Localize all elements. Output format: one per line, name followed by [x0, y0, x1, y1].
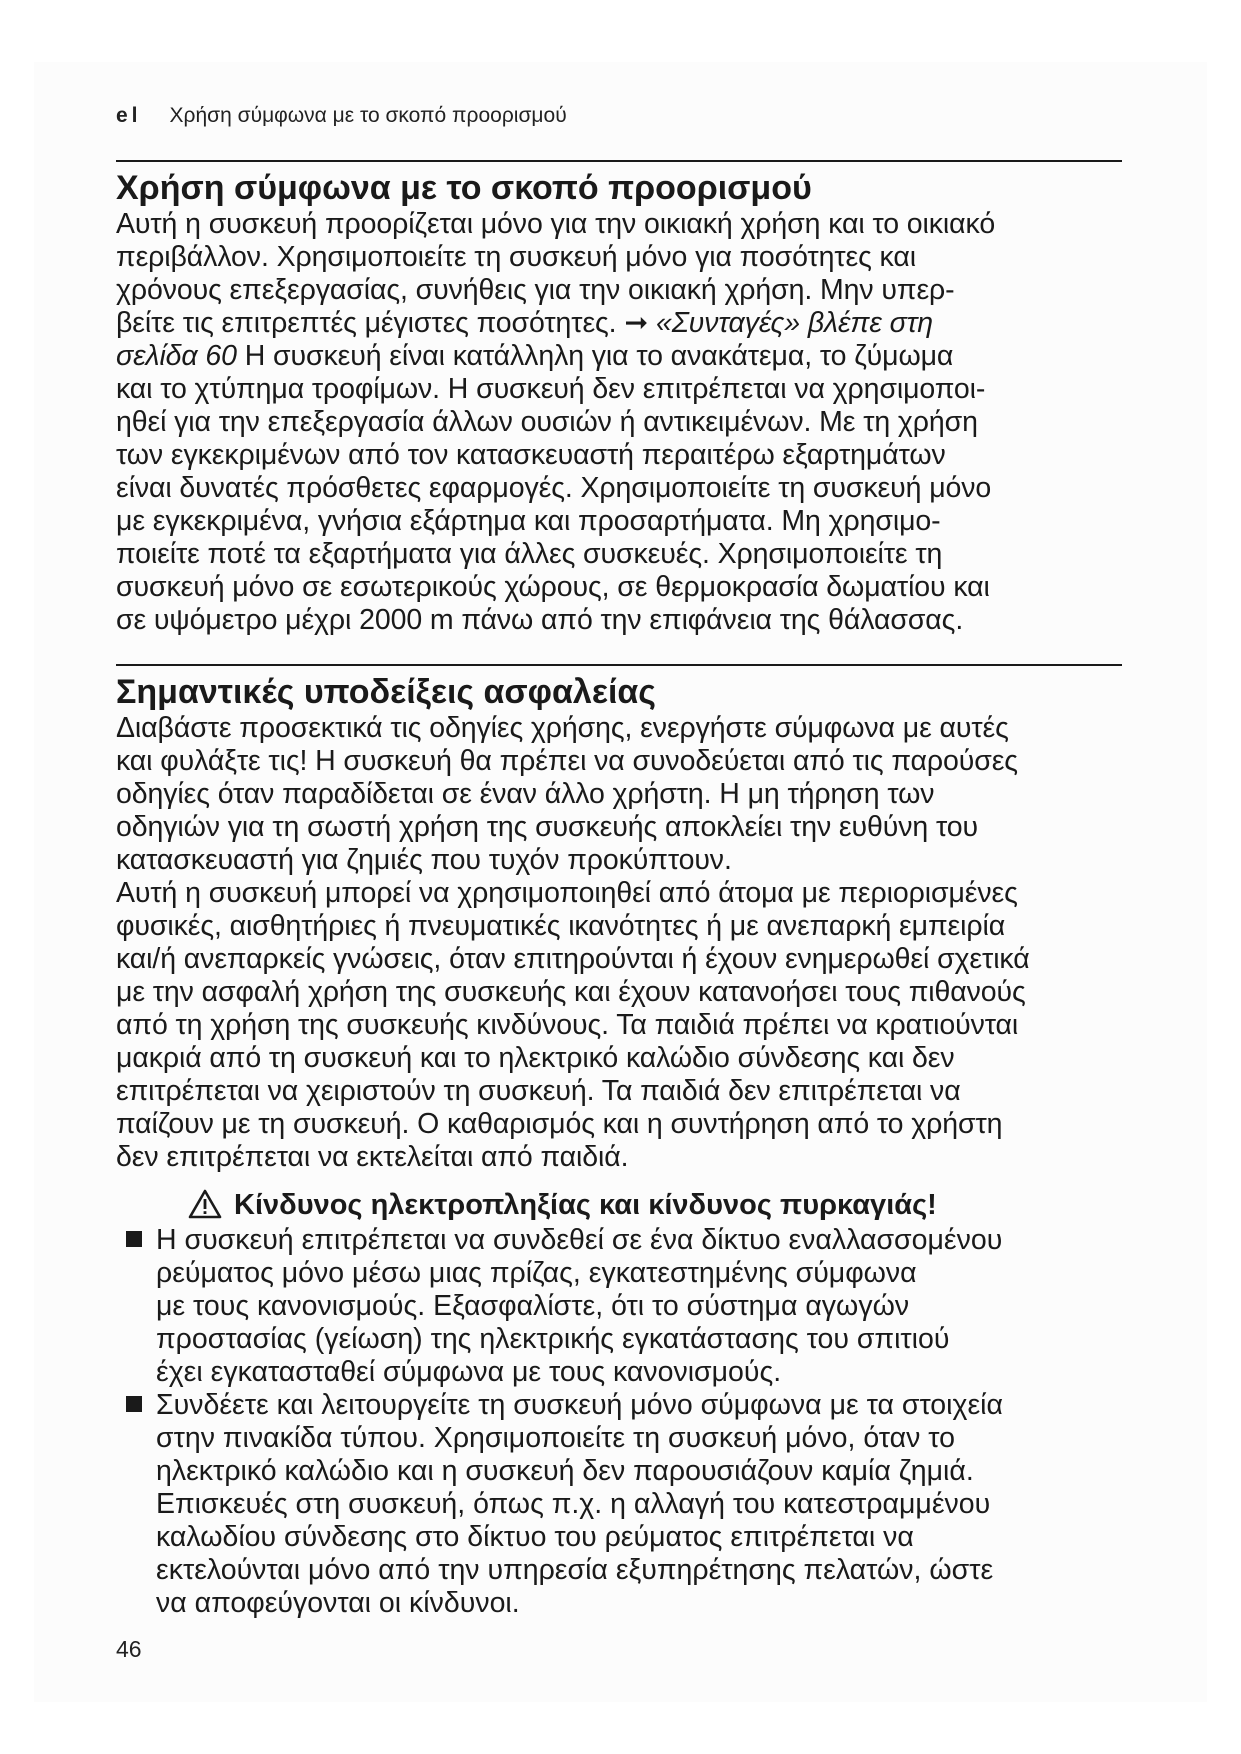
bullet-line: καλωδίου σύνδεσης στο δίκτυο του ρεύματος επιτρέπεται να	[156, 1521, 914, 1553]
bullet-line: ηλεκτρικό καλώδιο και η συσκευή δεν παρουσιάζουν καμία ζημιά.	[156, 1455, 974, 1487]
running-header	[116, 104, 567, 128]
bullet-line: έχει εγκατασταθεί σύμφωνα με τους κανονισμούς.	[156, 1356, 782, 1388]
bullet-line: εκτελούνται μόνο από την υπηρεσία εξυπηρέτησης πελατών, ώστε	[156, 1554, 994, 1586]
text-line	[116, 307, 1136, 340]
warning-heading-text: Κίνδυνος ηλεκτροπληξίας και κίνδυνος πυρκαγιάς!	[234, 1189, 937, 1221]
section-intended-use	[116, 168, 1136, 637]
cross-reference-link[interactable]: «Συνταγές» βλέπε στη	[655, 307, 933, 339]
page-number: 46	[116, 1636, 142, 1662]
warning-bullet	[126, 1224, 1166, 1389]
text-line: περιβάλλον. Χρησιμοποιείτε τη συσκευή μόνο για ποσότητες και	[116, 241, 916, 273]
bullet-line: με τους κανονισμούς. Εξασφαλίστε, ότι το σύστημα αγωγών	[156, 1290, 910, 1322]
text-line: μακριά από τη συσκευή και το ηλεκτρικό καλώδιο σύνδεσης και δεν	[116, 1042, 955, 1074]
section-safety	[116, 672, 1136, 1174]
running-title: Χρήση σύμφωνα με το σκοπό προορισμού	[169, 104, 567, 127]
bullet-text: Η συσκευή επιτρέπεται να συνδεθεί σε ένα δίκτυο εναλλασσομένου	[156, 1224, 1003, 1256]
text-fragment: Η συσκευή είναι κατάλληλη για το ανακάτεμα, το ζύμωμα	[244, 340, 954, 372]
language-code: el	[116, 104, 142, 127]
text-line: σε υψόμετρο μέχρι 2000 m πάνω από την επιφάνεια της θάλασσας.	[116, 604, 964, 636]
bullet-line: να αποφεύγονται οι κίνδυνοι.	[156, 1587, 520, 1619]
bullet-text: Συνδέετε και λειτουργείτε τη συσκευή μόνο σύμφωνα με τα στοιχεία	[156, 1389, 1003, 1421]
text-line: κατασκευαστή για ζημιές που τυχόν προκύπτουν.	[116, 844, 732, 876]
text-line: και/ή ανεπαρκείς γνώσεις, όταν επιτηρούνται ή έχουν ενημερωθεί σχετικά	[116, 943, 1030, 975]
text-line: με εγκεκριμένα, γνήσια εξάρτημα και προσαρτήματα. Μη χρησιμο-	[116, 505, 941, 537]
safety-body	[116, 712, 1136, 1174]
section-divider	[116, 160, 1122, 162]
text-line: επιτρέπεται να χειριστούν τη συσκευή. Τα παιδιά δεν επιτρέπεται να	[116, 1075, 961, 1107]
text-line: από τη χρήση της συσκευής κινδύνους. Τα παιδιά πρέπει να κρατιούνται	[116, 1009, 1019, 1041]
text-line	[116, 340, 1136, 373]
text-line: Αυτή η συσκευή προορίζεται μόνο για την οικιακή χρήση και το οικιακό	[116, 208, 996, 240]
bullet-square-icon	[126, 1231, 142, 1247]
bullet-square-icon	[126, 1396, 142, 1412]
section-title-intended-use: Χρήση σύμφωνα με το σκοπό προορισμού	[116, 169, 812, 207]
bullet-line: ρεύματος μόνο μέσω μιας πρίζας, εγκατεστημένης σύμφωνα	[156, 1257, 917, 1289]
bullet-line: προστασίας (γείωση) της ηλεκτρικής εγκατάστασης του σπιτιού	[156, 1323, 950, 1355]
text-line: παίζουν με τη συσκευή. Ο καθαρισμός και η συντήρηση από το χρήστη	[116, 1108, 1003, 1140]
bullet-line	[126, 1224, 1166, 1257]
text-fragment: βείτε τις επιτρεπτές μέγιστες ποσότητες.	[116, 307, 617, 339]
cross-reference-page[interactable]: σελίδα 60	[116, 340, 237, 372]
text-line: και το χτύπημα τροφίμων. Η συσκευή δεν επιτρέπεται να χρησιμοποι-	[116, 373, 986, 405]
warning-heading	[188, 1188, 937, 1222]
warning-triangle-icon	[188, 1189, 222, 1219]
intended-use-body	[116, 208, 1136, 637]
text-line: των εγκεκριμένων από τον κατασκευαστή περαιτέρω εξαρτημάτων	[116, 439, 946, 471]
text-line: συσκευή μόνο σε εσωτερικούς χώρους, σε θερμοκρασία δωματίου και	[116, 571, 990, 603]
text-line: ποιείτε ποτέ τα εξαρτήματα για άλλες συσκευές. Χρησιμοποιείτε τη	[116, 538, 943, 570]
text-line: χρόνους επεξεργασίας, συνήθεις για την οικιακή χρήση. Μην υπερ-	[116, 274, 955, 306]
text-line: Διαβάστε προσεκτικά τις οδηγίες χρήσης, ενεργήστε σύμφωνα με αυτές	[116, 712, 1009, 744]
text-line: δεν επιτρέπεται να εκτελείται από παιδιά.	[116, 1141, 629, 1173]
text-line: οδηγίες όταν παραδίδεται σε έναν άλλο χρήστη. Η μη τήρηση των	[116, 778, 935, 810]
warning-bullet	[126, 1389, 1166, 1620]
text-line: οδηγιών για τη σωστή χρήση της συσκευής αποκλείει την ευθύνη του	[116, 811, 978, 843]
bullet-line	[126, 1389, 1166, 1422]
text-line: ηθεί για την επεξεργασία άλλων ουσιών ή αντικειμένων. Με τη χρήση	[116, 406, 978, 438]
text-line: είναι δυνατές πρόσθετες εφαρμογές. Χρησιμοποιείτε τη συσκευή μόνο	[116, 472, 992, 504]
section-divider	[116, 664, 1122, 666]
bullet-line: Επισκευές στη συσκευή, όπως π.χ. η αλλαγή του κατεστραμμένου	[156, 1488, 991, 1520]
section-title-safety: Σημαντικές υποδείξεις ασφαλείας	[116, 673, 656, 711]
text-line: φυσικές, αισθητήριες ή πνευματικές ικανότητες ή με ανεπαρκή εμπειρία	[116, 910, 1006, 942]
bullet-line: στην πινακίδα τύπου. Χρησιμοποιείτε τη συσκευή μόνο, όταν το	[156, 1422, 955, 1454]
arrow-right-icon: ➞	[624, 307, 649, 339]
text-line: Αυτή η συσκευή μπορεί να χρησιμοποιηθεί από άτομα με περιορισμένες	[116, 877, 1018, 909]
text-line: με την ασφαλή χρήση της συσκευής και έχουν κατανοήσει τους πιθανούς	[116, 976, 1026, 1008]
text-line: και φυλάξτε τις! Η συσκευή θα πρέπει να συνοδεύεται από τις παρούσες	[116, 745, 1018, 777]
